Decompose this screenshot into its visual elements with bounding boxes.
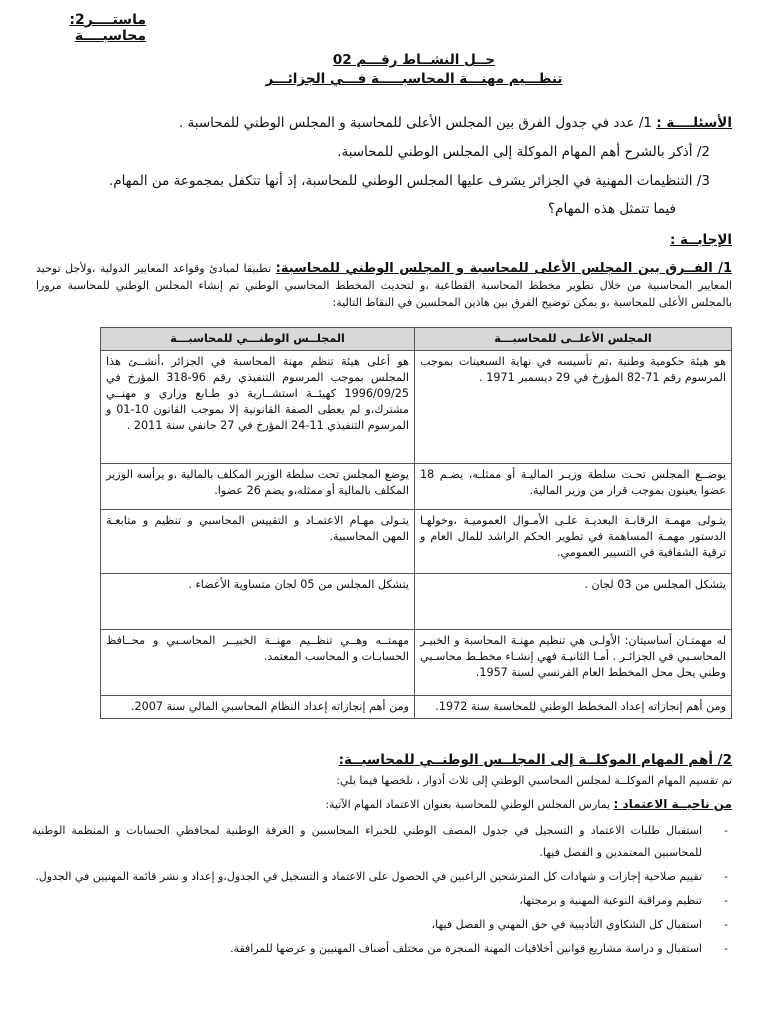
section-1-text: تطبيقا لمبادئ وقواعد المعايير الدولية ،ولأجل توحيد المعايير المحاسبية من خلال تطوير مخطط المحاسبة القطاعية ،و لتحديث المخطط المحاسبي الوطني تم إنشاء المجلس الوطني للمحاسبة مرورا بالمجلس الأعلى للمحاسبة ،و يمكن توضيح الفرق بين هاذين المجلسين في النقاط التالية: — [36, 262, 732, 309]
topic-title: تنظـــيم مهنـــة المحاسبـــــة فـــي الجزائـــر — [265, 71, 563, 87]
question-2: 2/ أذكر بالشرح أهم المهام الموكلة إلى المجلس الوطني للمحاسبة. — [337, 144, 710, 160]
table-cell-national-council: هو أعلى هيئة تنظم مهنة المحاسبة في الجزائر ،أنشــئ هذا المجلس بموجب المرسوم التنفيذي رقم 96-318 المؤرخ في 1996/09/25 كهيئــة استشــارية ذو طـابع وزاري و مهنــي مشترك،و لم يعطى الصفة القانونية إلا بموجب القانون 10-01 و المرسوم التنفيذي 11-24 المؤرخ في 27 جانفي سنة 2011 . — [101, 351, 415, 464]
table-header-row — [101, 328, 732, 351]
questions-label: الأسئلــــة : — [656, 115, 732, 131]
section-2-intro: تم تقسيم المهام الموكلــة لمجلس المحاسبي الوطني إلى ثلاث أدوار ، نلخصها فيما يلي: — [336, 774, 732, 787]
table-row — [101, 630, 732, 696]
table-row — [101, 574, 732, 630]
section-1-heading: 1/ الفــرق بين المجلس الأعلى للمحاسبة و المجلس الوطني للمحاسبة: — [275, 261, 733, 276]
question-1 — [179, 115, 732, 131]
accreditation-tasks-list — [32, 820, 732, 962]
table-row — [101, 696, 732, 719]
header-national-council: المجلــس الوطنـــي للمحاسبـــة — [101, 328, 415, 351]
table-cell-high-council: له مهمتـان أساسيتان: الأولـى هي تنظيم مهنـة المحاسبة و الخبيـر المحاسـبي في الجزائـر . أمـا الثانيـة فهي إنشـاء مخطـط محاسـبي وطني يحل محل المخطط العام الفرنسي لسنة 1957. — [415, 630, 732, 696]
question-1-text: 1/ عدد في جدول الفرق بين المجلس الأعلى للمحاسبة و المجلس الوطني للمحاسبة . — [178, 115, 657, 131]
table-cell-national-council: يوضع المجلس تحت سلطة الوزير المكلف بالمالية ،و يرأسه الوزير المكلف بالمالية أو ممثله،و يضم 26 عضوا. — [101, 464, 415, 510]
section-1-intro — [36, 260, 732, 311]
accreditation-paragraph — [325, 797, 732, 811]
list-item: - استقبال و دراسة مشاريع قوانين أخلاقيات المهنة المنجزة من مختلف أصناف المهنيين و عرضها للمرافقة. — [32, 938, 732, 960]
table-cell-high-council: يوضــع المجلس تحـت سلطة وزيـر الماليـة أو ممثلـه، يضـم 18 عضوا يعينون بموجب قرار من وزير المالية. — [415, 464, 732, 510]
table-cell-high-council: هو هيئة حكومية وطنية ،تم تأسيسه في نهاية السبعينات بموجب المرسوم رقم 71-82 المؤرخ في 29 ديسمبر 1971 . — [415, 351, 732, 464]
table-cell-high-council: ومن أهم إنجازاته إعداد المخطط الوطني للمحاسبة سنة 1972. — [415, 696, 732, 719]
table-cell-national-council: يتشكل المجلس من 05 لجان متساوية الأعضاء . — [101, 574, 415, 630]
list-item: - تقييم صلاحية إجازات و شهادات كل المترشحين الراغبين في الحصول على الاعتماد و التسجيل في الجدول،و إعداد و نشر قائمة المهنيين في الجدول. — [32, 866, 732, 888]
table-cell-national-council: ومن أهم إنجازاته إعداد النظام المحاسبي المالي سنة 2007. — [101, 696, 415, 719]
list-item: - استقبال كل الشكاوي التأديبية في حق المهني و الفصل فيها، — [32, 914, 732, 936]
accreditation-text: يمارس المجلس الوطني للمحاسبة بعنوان الاعتماد المهام الآتية: — [325, 798, 614, 811]
header-high-council: المجلس الأعلــى للمحاسبـــة — [415, 328, 732, 351]
table-row — [101, 464, 732, 510]
table-row — [101, 510, 732, 574]
table-row — [101, 351, 732, 464]
list-item: - تنظيم ومراقبة النوعية المهنية و برمجتها، — [32, 890, 732, 912]
question-3: 3/ التنظيمات المهنية في الجزائر يشرف عليها المجلس الوطني للمحاسبة، إذ أنها تتكفل بمجموعة من المهام. — [108, 173, 710, 189]
table-cell-national-council: يتـولى مهـام الاعتمـاد و التقييس المحاسبي و تنظيم و متابعـة المهن المحاسبية. — [101, 510, 415, 574]
table-cell-high-council: يتـولى مهمـة الرقابـة البعديـة علـى الأمـوال العموميـة ،وخولهـا الدستور مهمـة المساهمة في تطوير الحكم الراشد للمال العام و ترقية الشفافية في التسيير العمومي. — [415, 510, 732, 574]
answer-label: الإجابــة : — [669, 232, 732, 248]
question-3-followup: فيما تتمثل هذه المهام؟ — [547, 201, 676, 217]
table-cell-high-council: يتشكل المجلس من 03 لجان . — [415, 574, 732, 630]
section-2-heading: 2/ أهم المهام الموكلــة إلى المجلــس الوطنــي للمحاسبــة: — [338, 752, 732, 768]
activity-title: حــل النشــاط رقـــم 02 — [332, 52, 496, 68]
table-cell-national-council: مهمتــه وهــي تنظــيم مهنــة الخبيــر المحاسـبي و محــافظ الحسابـات و المحاسب المعتمد. — [101, 630, 415, 696]
comparison-table — [100, 327, 732, 719]
accreditation-label: من ناحيــة الاعتماد : — [613, 797, 732, 811]
master-label: ماستــــر2: محاسبــــة — [69, 12, 146, 44]
document-title — [0, 52, 768, 87]
list-item: - استقبال طلبات الاعتماد و التسجيل في جدول المصف الوطني للخبراء المحاسبين و الغرفة الوطنية لمحافظي الحسابات و المنظمة الوطنية للمحاسبين المعتمدين و الفصل فيها. — [32, 820, 732, 864]
